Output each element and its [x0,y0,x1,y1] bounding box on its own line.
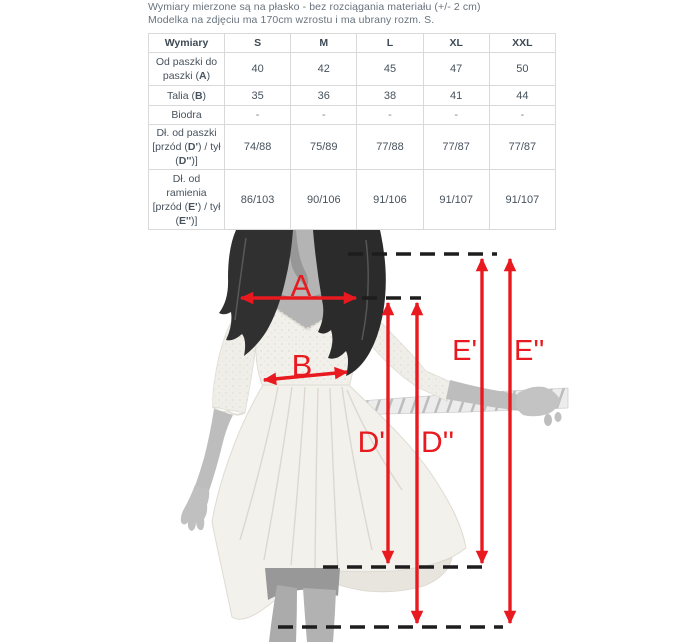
size-value: 91/107 [489,170,555,230]
size-value: 42 [291,53,357,86]
size-value: 36 [291,86,357,106]
size-value: 45 [357,53,423,86]
size-value: - [489,106,555,125]
col-header-xl: XL [423,34,489,53]
table-row-waist [149,86,556,106]
fingertip [544,414,552,426]
table-row-bust [149,53,556,86]
size-value: - [423,106,489,125]
size-value: 35 [225,86,291,106]
bust-width-label: A [290,268,312,303]
size-value: 40 [225,53,291,86]
size-value: 41 [423,86,489,106]
size-value: 91/106 [357,170,423,230]
note-line-1: Wymiary mierzone są na płasko - bez rozciągania materiału (+/- 2 cm) [148,1,481,13]
size-value: - [225,106,291,125]
col-header-m: M [291,34,357,53]
col-header-l: L [357,34,423,53]
size-value: 75/89 [291,125,357,170]
table-row-length-from-shoulder [149,170,556,230]
size-value: 38 [357,86,423,106]
row-label-length-from-shoulder: Dł. od ramienia [przód (E') / tył (E'')] [149,170,225,230]
size-value: 44 [489,86,555,106]
row-label-length-from-armpit: Dł. od paszki [przód (D') / tył (D'')] [149,125,225,170]
col-header-s: S [225,34,291,53]
size-value: 77/88 [357,125,423,170]
table-row-length-from-armpit [149,125,556,170]
back-length-from-shoulder-label: E'' [514,335,545,367]
front-length-label: D' [357,426,385,459]
waist-width-label: B [291,348,313,383]
row-label-bust: Od paszki do paszki (A) [149,53,225,86]
size-value: 77/87 [489,125,555,170]
measurement-notes [148,1,481,26]
size-value: 91/107 [423,170,489,230]
table-header-row [149,34,556,53]
leg-right [303,588,336,642]
row-label-waist: Talia (B) [149,86,225,106]
size-value: 74/88 [225,125,291,170]
col-header-wymiary: Wymiary [149,34,225,53]
row-label-hips: Biodra [149,106,225,125]
note-line-2: Modelka na zdjęciu ma 170cm wzrostu i ma ubrany rozm. S. [148,13,435,26]
fingertip [555,412,562,422]
size-value: - [291,106,357,125]
size-value: 47 [423,53,489,86]
size-value: 50 [489,53,555,86]
front-length-from-shoulder-label: E' [452,335,477,367]
size-value: 90/106 [291,170,357,230]
col-header-xxl: XXL [489,34,555,53]
size-table [148,33,556,230]
dress-measurement-figure [0,230,700,642]
table-row-hips [149,106,556,125]
size-value: 86/103 [225,170,291,230]
back-length-label: D'' [421,426,455,459]
size-value: - [357,106,423,125]
size-value: 77/87 [423,125,489,170]
hand-left [181,485,209,531]
